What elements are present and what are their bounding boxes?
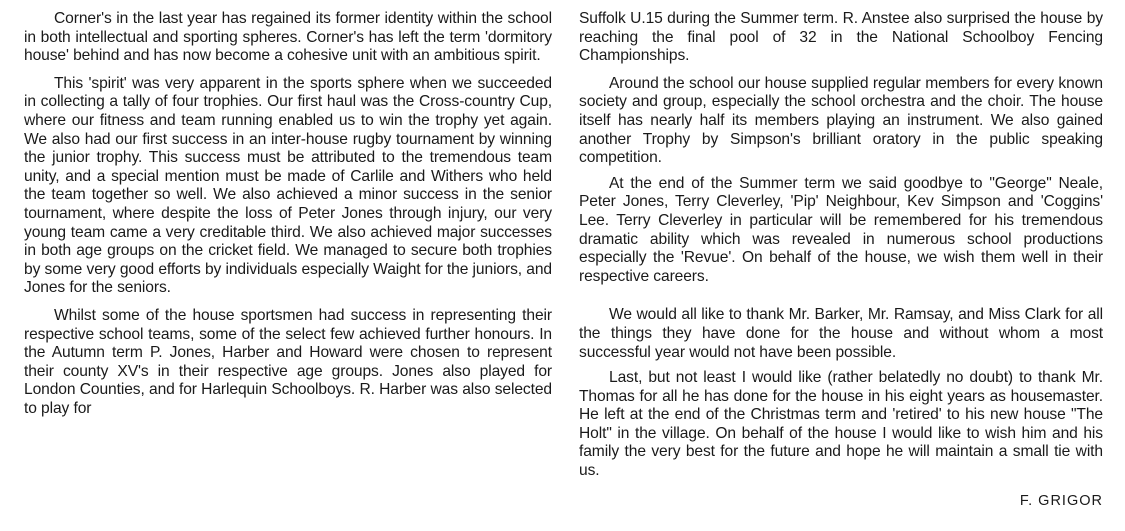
paragraph-honours: Whilst some of the house sportsmen had success in representing their respective school teams, some of the select few achieved further honours. In the Autumn term P. Jones, Harber and Howard were chosen to represent their county XV's in their respective age groups. Jones also played for London Counties, and for Harlequin Schoolboys. R. Harber was also selected to play for	[24, 306, 552, 417]
paragraph-thanks: We would all like to thank Mr. Barker, Mr. Ramsay, and Miss Clark for all the things they have done for the house and without whom a most successful year would not have been possible.	[579, 306, 1103, 361]
paragraph-housemaster: Last, but not least I would like (rather belatedly no doubt) to thank Mr. Thomas for all he has done for the house in his eight years as housemaster. He left at the end of the Christmas term and 'retired' to his new house "The Holt" in the village. On behalf of the house I would like to wish him and his family the very best for the future and hope he will maintain a small tie with us.	[579, 369, 1103, 480]
paragraph-farewells: At the end of the Summer term we said goodbye to "George" Neale, Peter Jones, Terry Cleverley, 'Pip' Neighbour, Kev Simpson and 'Coggins' Lee. Terry Cleverley in particular will be remembered for his tremendous dramatic ability which was revealed in numerous school productions especially the 'Revue'. On behalf of the house, we wish them well in their respective careers.	[579, 174, 1103, 285]
paragraph-identity: Corner's in the last year has regained its former identity within the school in both intellectual and sporting spheres. Corner's has left the term 'dormitory house' behind and has now become a cohesive unit with an ambitious spirit.	[24, 10, 552, 65]
paragraph-continuation: Suffolk U.15 during the Summer term. R. Anstee also surprised the house by reaching the final pool of 32 in the National Schoolboy Fencing Championships.	[579, 10, 1103, 65]
paragraph-societies: Around the school our house supplied regular members for every known society and group, especially the school orchestra and the choir. The house itself has nearly half its members playing an instrument. We also gained another Trophy by Simpson's brilliant oratory in the public speaking competition.	[579, 74, 1103, 167]
author-signature: F. GRIGOR	[1019, 493, 1103, 509]
left-column	[24, 10, 552, 418]
right-column	[579, 10, 1103, 481]
paragraph-sports: This 'spirit' was very apparent in the sports sphere when we succeeded in collecting a tally of four trophies. Our first haul was the Cross-country Cup, where our fitness and team running enabled us to win the trophy yet again. We also had our first success in an inter-house rugby tournament by winning the junior trophy. This success must be attributed to the tremendous team unity, and a special mention must be made of Carlile and Withers who held the team together so well. We also achieved a minor success in the senior tournament, where despite the loss of Peter Jones through injury, our very young team came a very creditable third. We also achieved major successes in both age groups on the cricket field. We managed to secure both trophies by some very good efforts by individuals especially Waight for the juniors, and Jones for the seniors.	[24, 74, 552, 297]
